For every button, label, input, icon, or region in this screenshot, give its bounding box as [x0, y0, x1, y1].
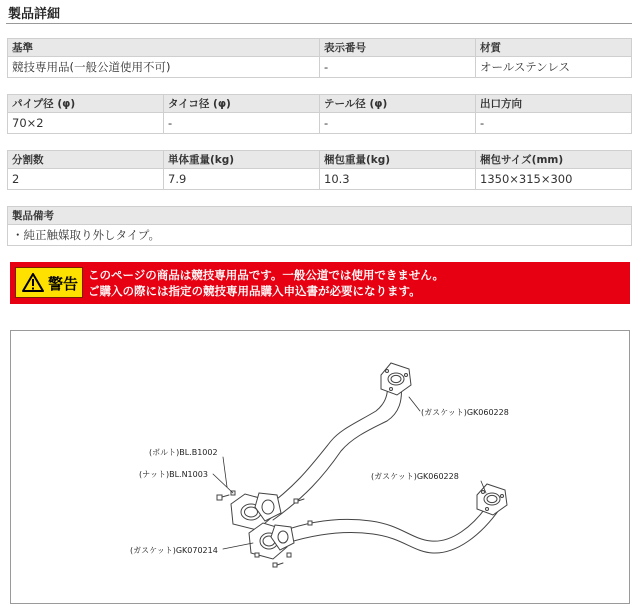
value-split-count: 2: [8, 169, 164, 190]
header-split-count: 分割数: [8, 151, 164, 169]
label-gasket-right: (ガスケット)GK060228: [371, 472, 459, 481]
header-display-number: 表示番号: [320, 39, 476, 57]
label-gasket-top: (ガスケット)GK060228: [421, 408, 509, 417]
value-product-notes: ・純正触媒取り外しタイプ。: [8, 225, 632, 246]
warning-message: [88, 267, 444, 299]
value-tail-diameter: -: [320, 113, 476, 134]
top-flange: [381, 363, 411, 395]
parts-diagram: [10, 330, 630, 604]
value-pipe-diameter: 70×2: [8, 113, 164, 134]
header-package-size: 梱包サイズ(mm): [476, 151, 632, 169]
label-nut: (ナット)BL.N1003: [139, 470, 208, 479]
value-standard: 競技専用品(一般公道使用不可): [8, 57, 320, 78]
spec-table-standard: [7, 38, 632, 78]
warning-line-1: このページの商品は競技専用品です。一般公道では使用できません。: [88, 268, 445, 282]
right-flange: [477, 484, 507, 515]
value-exit-direction: -: [476, 113, 632, 134]
header-silencer-diameter: タイコ径 (φ): [164, 95, 320, 113]
value-display-number: -: [320, 57, 476, 78]
spec-table-weights: [7, 150, 632, 190]
warning-badge-label: 警告: [48, 275, 79, 293]
header-package-weight: 梱包重量(kg): [320, 151, 476, 169]
spec-table-diameters: [7, 94, 632, 134]
value-material: オールステンレス: [476, 57, 632, 78]
header-material: 材質: [476, 39, 632, 57]
header-pipe-diameter: パイプ径 (φ): [8, 95, 164, 113]
value-silencer-diameter: -: [164, 113, 320, 134]
value-package-size: 1350×315×300: [476, 169, 632, 190]
label-gasket-left: (ガスケット)GK070214: [130, 546, 218, 555]
warning-triangle-icon: [22, 273, 44, 292]
header-tail-diameter: テール径 (φ): [320, 95, 476, 113]
warning-badge: [15, 267, 83, 298]
spec-table-notes: [7, 206, 632, 246]
header-unit-weight: 単体重量(kg): [164, 151, 320, 169]
page-title: 製品詳細: [8, 7, 61, 22]
label-bolt: (ボルト)BL.B1002: [149, 448, 218, 457]
title-divider: [6, 23, 632, 24]
header-standard: 基準: [8, 39, 320, 57]
value-unit-weight: 7.9: [164, 169, 320, 190]
header-product-notes: 製品備考: [8, 207, 632, 225]
header-exit-direction: 出口方向: [476, 95, 632, 113]
warning-banner: [10, 262, 630, 304]
value-package-weight: 10.3: [320, 169, 476, 190]
exhaust-pipe-drawing: [11, 331, 629, 603]
warning-line-2: ご購入の際には指定の競技専用品購入申込書が必要になります。: [88, 284, 421, 298]
